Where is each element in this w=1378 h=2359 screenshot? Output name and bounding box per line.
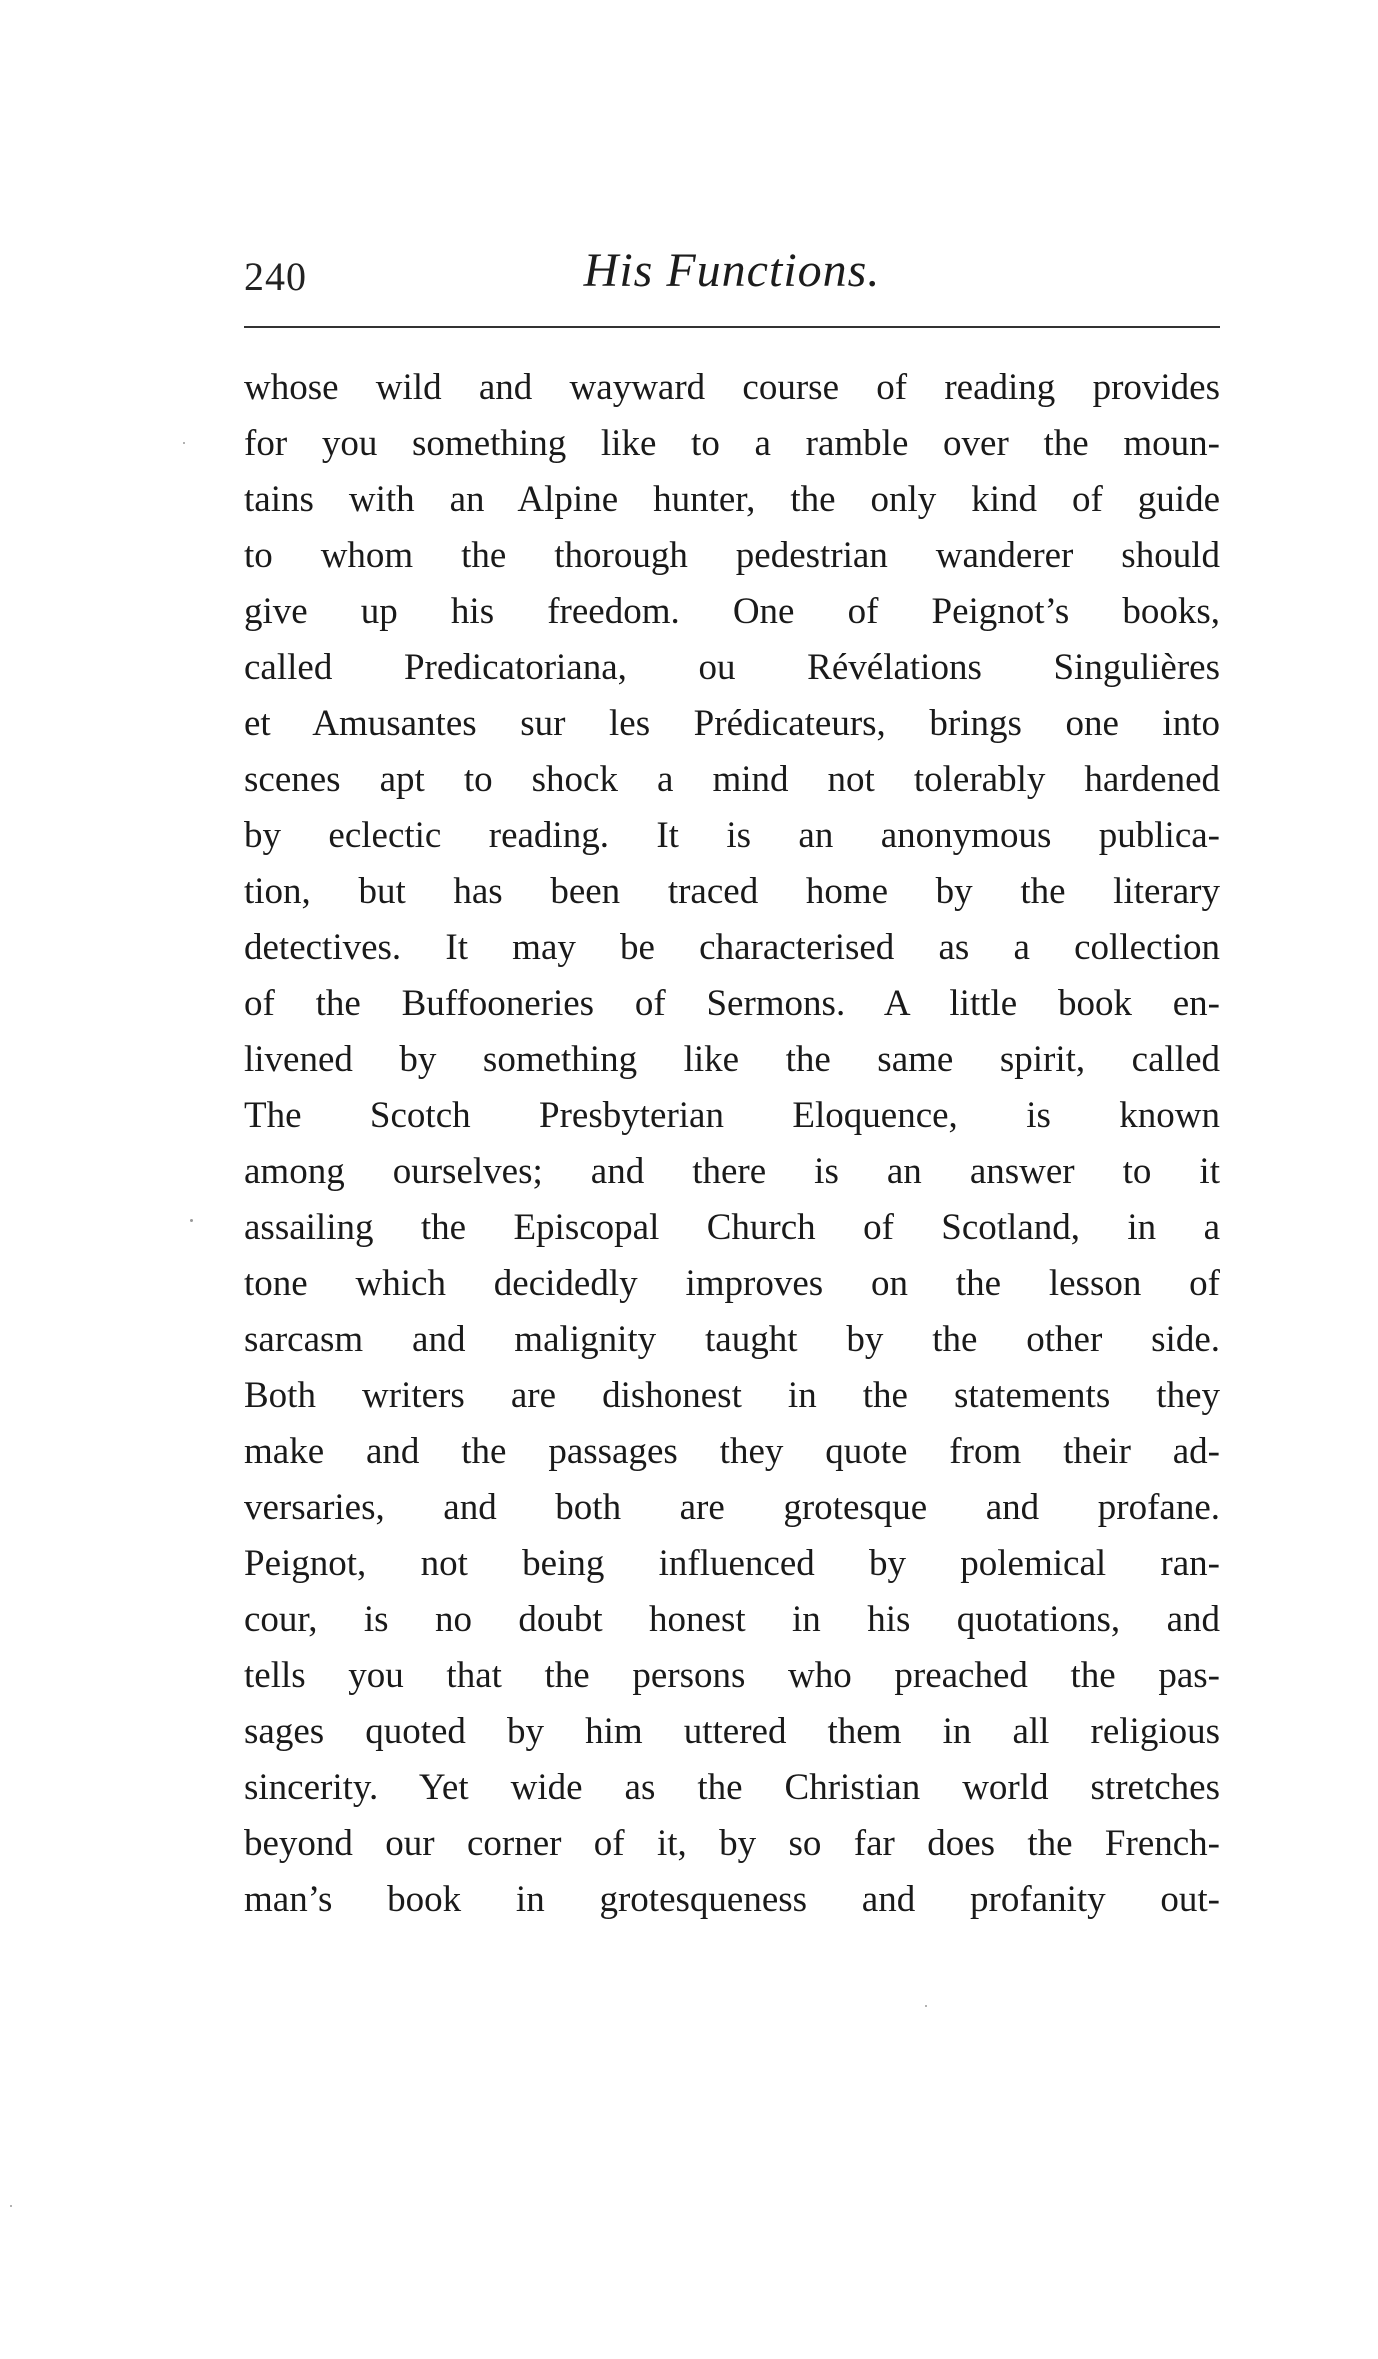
page-number: 240 xyxy=(244,254,307,299)
text-line: beyond our corner of it, by so far does the French- xyxy=(244,1823,1220,1864)
text-line: versaries, and both are grotesque and profane. xyxy=(244,1487,1220,1528)
text-line: Both writers are dishonest in the statements they xyxy=(244,1375,1220,1416)
header-rule xyxy=(244,326,1220,328)
text-line: tion, but has been traced home by the literary xyxy=(244,871,1220,912)
paper-speck xyxy=(10,2205,12,2207)
text-line: scenes apt to shock a mind not tolerably hardened xyxy=(244,759,1220,800)
text-line: tone which decidedly improves on the lesson of xyxy=(244,1263,1220,1304)
text-line: man’s book in grotesqueness and profanity out- xyxy=(244,1879,1220,1920)
text-line: et Amusantes sur les Prédicateurs, brings one into xyxy=(244,703,1220,744)
text-line: assailing the Episcopal Church of Scotland, in a xyxy=(244,1207,1220,1248)
text-line: whose wild and wayward course of reading provides xyxy=(244,367,1220,408)
text-line: give up his freedom. One of Peignot’s books, xyxy=(244,591,1220,632)
text-line: The Scotch Presbyterian Eloquence, is known xyxy=(244,1095,1220,1136)
paper-speck xyxy=(925,2005,927,2007)
text-line: livened by something like the same spirit, called xyxy=(244,1039,1220,1080)
text-line: tells you that the persons who preached the pas- xyxy=(244,1655,1220,1696)
text-line: to whom the thorough pedestrian wanderer should xyxy=(244,535,1220,576)
page-header xyxy=(244,243,1220,313)
text-line: by eclectic reading. It is an anonymous publica- xyxy=(244,815,1220,856)
text-line: called Predicatoriana, ou Révélations Singulières xyxy=(244,647,1220,688)
text-line: Peignot, not being influenced by polemical ran- xyxy=(244,1543,1220,1584)
text-line: make and the passages they quote from their ad- xyxy=(244,1431,1220,1472)
text-line: for you something like to a ramble over the moun- xyxy=(244,423,1220,464)
text-line: of the Buffooneries of Sermons. A little book en- xyxy=(244,983,1220,1024)
text-line: detectives. It may be characterised as a collection xyxy=(244,927,1220,968)
text-line: cour, is no doubt honest in his quotations, and xyxy=(244,1599,1220,1640)
text-line: sincerity. Yet wide as the Christian world stretches xyxy=(244,1767,1220,1808)
text-line: sages quoted by him uttered them in all religious xyxy=(244,1711,1220,1752)
body-text xyxy=(244,360,1220,1928)
text-line: sarcasm and malignity taught by the other side. xyxy=(244,1319,1220,1360)
text-line: tains with an Alpine hunter, the only kind of guide xyxy=(244,479,1220,520)
text-line: among ourselves; and there is an answer to it xyxy=(244,1151,1220,1192)
paper-speck xyxy=(183,442,185,444)
running-title: His Functions. xyxy=(583,244,881,297)
paper-speck xyxy=(190,1219,193,1222)
